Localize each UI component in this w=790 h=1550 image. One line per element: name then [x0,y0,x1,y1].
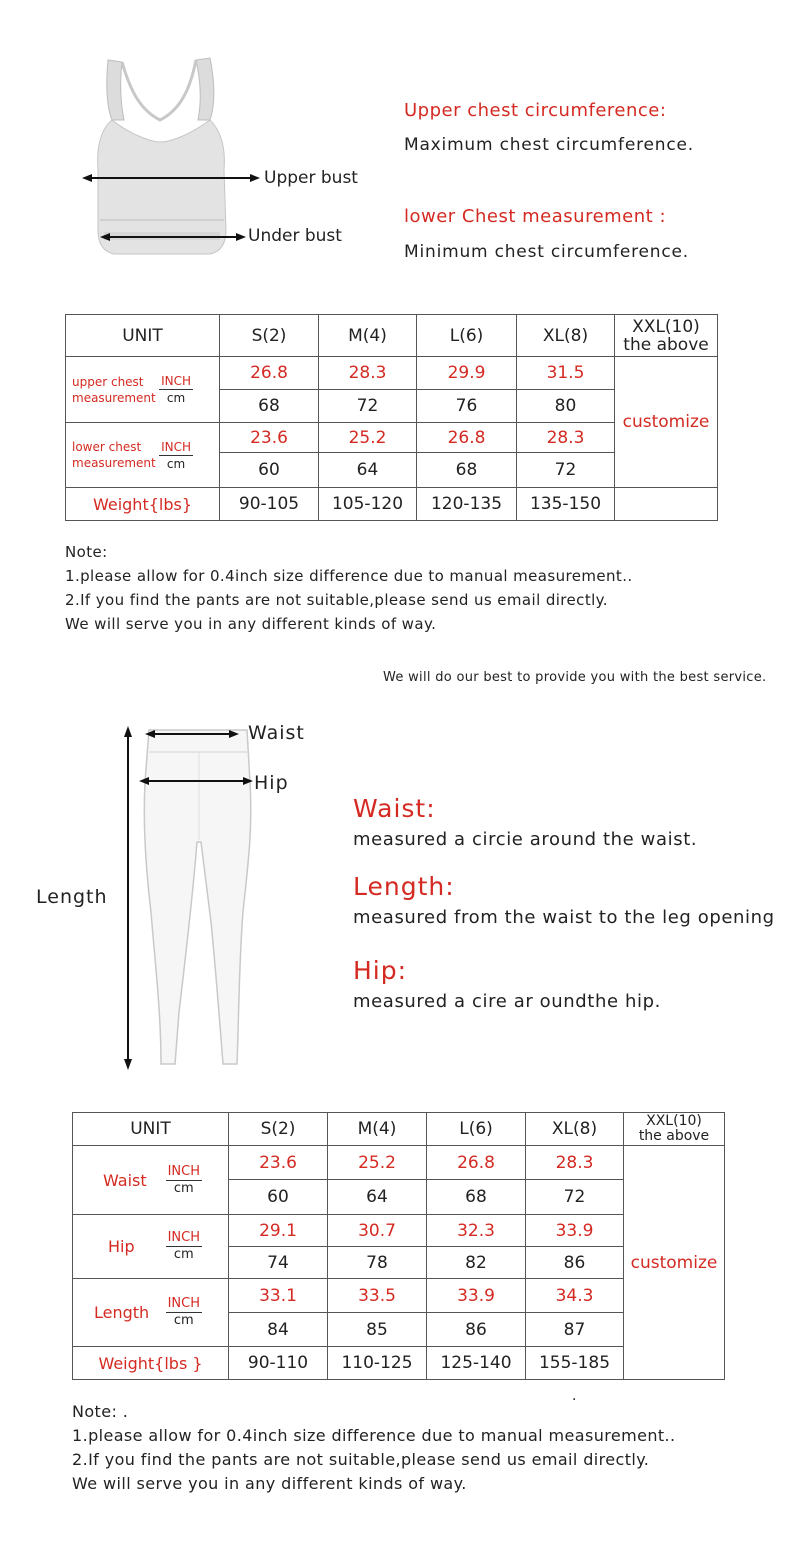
cell-weight: 105-120 [319,488,417,521]
cell-inch: 34.3 [526,1279,624,1313]
cell-weight: 120-135 [417,488,517,521]
length-row-label: Length [94,1303,150,1322]
row-label-length [73,1279,229,1347]
waist-label: Waist [248,722,305,744]
upper-chest-label-line1: upper chest [72,374,144,389]
row-label-waist [73,1146,229,1215]
cell-inch: 33.9 [526,1215,624,1247]
row-label-lower-chest [66,423,220,488]
cell-cm: 78 [328,1247,427,1279]
cell-cm: 64 [328,1180,427,1215]
cell-cm: 84 [229,1313,328,1347]
cell-cm: 86 [526,1247,624,1279]
header-unit: UNIT [66,315,220,357]
upper-chest-heading: Upper chest circumference: [404,100,667,121]
cell-cm: 74 [229,1247,328,1279]
unit-cm: cm [173,1247,194,1262]
cell-inch: 33.9 [427,1279,526,1313]
cell-cm: 72 [517,453,615,488]
unit-inch: INCH [167,1230,200,1245]
cell-inch: 25.2 [328,1146,427,1180]
header-size-xxl [615,315,718,357]
cell-inch: 25.2 [319,423,417,453]
unit-inch: INCH [167,1296,200,1311]
cell-cm: 87 [526,1313,624,1347]
cell-weight: 155-185 [526,1347,624,1380]
stray-dot: . [572,1388,577,1404]
cell-inch: 29.9 [417,357,517,390]
header-unit: UNIT [73,1113,229,1146]
unit-fraction [159,440,193,471]
cell-inch: 28.3 [319,357,417,390]
cell-inch: 32.3 [427,1215,526,1247]
lower-chest-heading: lower Chest measurement : [404,206,667,227]
lower-chest-desc: Minimum chest circumference. [404,242,689,262]
cell-inch: 33.5 [328,1279,427,1313]
cell-weight: 125-140 [427,1347,526,1380]
cell-inch: 26.8 [220,357,319,390]
unit-inch: INCH [161,439,191,454]
xxl-line2: the above [638,1128,710,1144]
cell-inch: 29.1 [229,1215,328,1247]
row-label-hip [73,1215,229,1279]
hip-label: Hip [254,772,289,794]
note-line: 2.If you find the pants are not suitable,please send us email directly. [72,1450,650,1469]
unit-cm: cm [173,1313,194,1328]
header-size-xl: XL(8) [517,315,615,357]
note-line: 1.please allow for 0.4inch size difference due to manual measurement.. [65,567,633,585]
note-heading: Note: . [72,1402,129,1421]
lower-chest-label-line1: lower chest [72,440,142,454]
note-line: We will serve you in any different kinds of way. [72,1474,467,1493]
header-size-xl: XL(8) [526,1113,624,1146]
header-size-m: M(4) [328,1113,427,1146]
cell-weight: 90-110 [229,1347,328,1380]
unit-fraction [166,1231,202,1262]
xxl-line1: XXL(10) [632,316,700,337]
header-size-xxl [624,1113,725,1146]
cell-weight: 135-150 [517,488,615,521]
cell-cm: 68 [427,1180,526,1215]
hip-desc: measured a cire ar oundthe hip. [353,991,661,1012]
cell-inch: 33.1 [229,1279,328,1313]
cell-cm: 64 [319,453,417,488]
cell-cm: 82 [427,1247,526,1279]
cell-cm: 72 [526,1180,624,1215]
header-size-s: S(2) [220,315,319,357]
customize-cell: customize [615,357,718,488]
note-line: We will serve you in any different kinds of way. [65,615,437,633]
cell-inch: 26.8 [417,423,517,453]
unit-fraction [166,1297,202,1328]
cell-weight: 110-125 [328,1347,427,1380]
service-note: We will do our best to provide you with the best service. [383,670,767,685]
note-line: 1.please allow for 0.4inch size difference due to manual measurement.. [72,1426,676,1445]
cell-cm: 86 [427,1313,526,1347]
cell-inch: 23.6 [220,423,319,453]
unit-cm: cm [166,456,186,471]
bra-size-table [65,314,718,521]
cell-inch: 26.8 [427,1146,526,1180]
unit-cm: cm [173,1180,194,1196]
empty-cell [615,488,718,521]
unit-inch: INCH [161,374,191,388]
cell-weight: 90-105 [220,488,319,521]
notes-block-1 [65,540,633,636]
weight-label: Weight{lbs} [66,488,220,521]
cell-cm: 60 [220,453,319,488]
upper-chest-label-line2: measurement [72,390,156,405]
length-label: Length [36,886,108,908]
note-line: 2.If you find the pants are not suitable,please send us email directly. [65,591,608,609]
cell-cm: 72 [319,390,417,423]
weight-label: Weight{lbs } [73,1347,229,1380]
cell-cm: 80 [517,390,615,423]
cell-inch: 31.5 [517,357,615,390]
unit-inch: INCH [167,1163,200,1179]
unit-cm: cm [166,391,186,405]
cell-cm: 68 [220,390,319,423]
row-label-upper-chest [66,357,220,423]
xxl-line1: XXL(10) [646,1113,702,1129]
lower-chest-label-line2: measurement [72,456,156,470]
header-size-m: M(4) [319,315,417,357]
header-size-l: L(6) [417,315,517,357]
cell-cm: 76 [417,390,517,423]
waist-row-label: Waist [103,1170,147,1190]
waist-heading: Waist: [353,794,436,823]
under-bust-label: Under bust [248,226,342,246]
cell-cm: 68 [417,453,517,488]
unit-fraction [159,374,193,405]
hip-row-label: Hip [108,1237,135,1256]
length-heading: Length: [353,872,455,901]
unit-fraction [166,1165,202,1196]
length-desc: measured from the waist to the leg opening [353,907,775,928]
note-heading: Note: [65,543,108,561]
cell-cm: 60 [229,1180,328,1215]
cell-inch: 30.7 [328,1215,427,1247]
leggings-illustration [115,722,265,1072]
cell-inch: 28.3 [517,423,615,453]
upper-bust-label: Upper bust [264,168,358,188]
cell-inch: 28.3 [526,1146,624,1180]
hip-heading: Hip: [353,956,408,985]
header-size-l: L(6) [427,1113,526,1146]
header-size-s: S(2) [229,1113,328,1146]
pants-size-table [72,1112,725,1380]
notes-block-2 [72,1400,676,1496]
customize-cell: customize [624,1146,725,1380]
waist-desc: measured a circie around the waist. [353,829,698,850]
cell-inch: 23.6 [229,1146,328,1180]
cell-cm: 85 [328,1313,427,1347]
xxl-line2: the above [623,334,709,355]
upper-chest-desc: Maximum chest circumference. [404,135,694,155]
